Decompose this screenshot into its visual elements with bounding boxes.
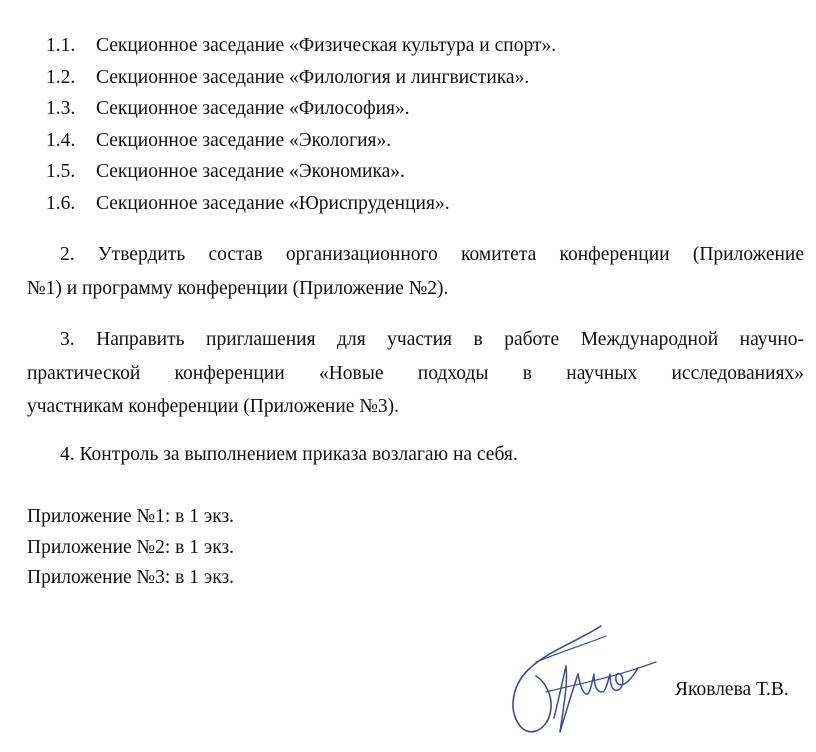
paragraph-line: 4. Контроль за выполнением приказа возлагаю на себя. (60, 444, 518, 465)
list-item-number: 1.6. (46, 192, 76, 214)
list-item (46, 188, 786, 220)
section-list (46, 30, 786, 219)
list-item-text: Секционное заседание «Экология». (96, 129, 392, 151)
paragraph-line: 3. Направить приглашения для участия в работе Международной научно- (60, 329, 804, 350)
list-item (46, 30, 786, 62)
signer-name: Яковлева Т.В. (675, 679, 789, 700)
list-item-text: Секционное заседание «Филология и лингвистика». (96, 66, 530, 88)
paragraph-line: участникам конференции (Приложение №3). (27, 396, 400, 417)
signature-stroke (513, 626, 601, 732)
list-item (46, 62, 786, 94)
list-item-text: Секционное заседание «Юриспруденция». (96, 192, 450, 214)
paragraph-send-invitations (27, 323, 804, 424)
attachment-item: Приложение №3: в 1 экз. (27, 567, 235, 588)
list-item-number: 1.1. (46, 35, 76, 56)
paragraph-line: 2. Утвердить состав организационного комитета конференции (Приложение (60, 244, 804, 265)
list-item-number: 1.2. (46, 66, 76, 88)
list-item (46, 125, 786, 157)
list-item-text: Секционное заседание «Философия». (96, 98, 410, 119)
signature-stroke (536, 636, 606, 662)
list-item-text: Секционное заседание «Экономика». (96, 161, 405, 182)
signature-stroke (554, 666, 578, 732)
list-item-number: 1.4. (46, 129, 76, 151)
list-item-text: Секционное заседание «Физическая культура и спорт». (96, 35, 557, 56)
signature-stroke (578, 668, 638, 694)
attachment-item: Приложение №2: в 1 экз. (27, 536, 235, 558)
list-item (46, 93, 786, 125)
paragraph-line: №1) и программу конференции (Приложение №2). (27, 277, 449, 299)
list-item-number: 1.3. (46, 98, 76, 119)
attachment-item: Приложение №1: в 1 экз. (27, 506, 235, 527)
attachment-list (27, 502, 234, 594)
list-item-number: 1.5. (46, 161, 76, 182)
signature-stroke (546, 662, 656, 692)
paragraph-line: практической конференции «Новые подходы в научных исследованиях» (27, 362, 804, 384)
paragraph-control (27, 438, 804, 472)
paragraph-approve-committee (27, 238, 804, 305)
handwritten-signature (506, 622, 666, 740)
list-item (46, 156, 786, 188)
